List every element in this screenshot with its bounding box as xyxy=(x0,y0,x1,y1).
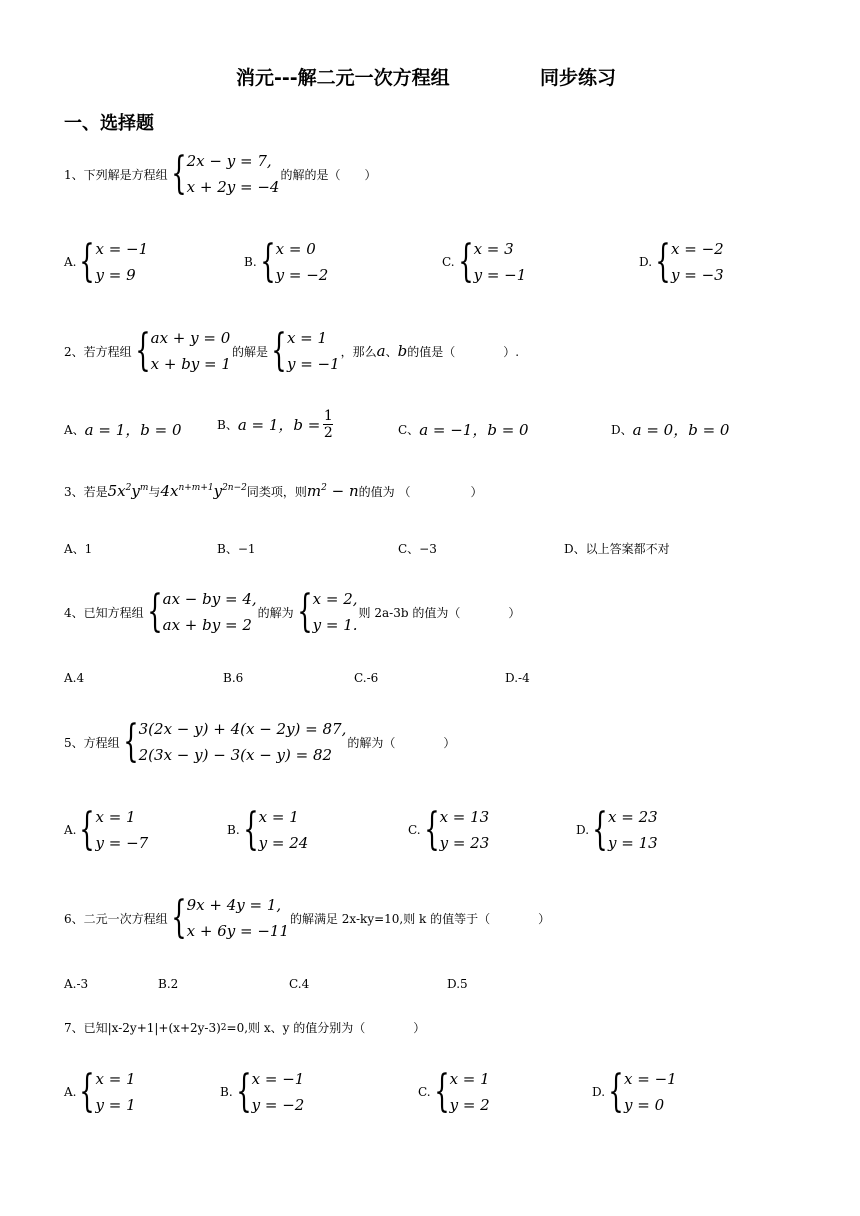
q3-option-a[interactable]: A、1 xyxy=(64,542,93,556)
option-value: a = 1，b = xyxy=(237,416,321,434)
q2-text: ，那么 xyxy=(340,344,377,359)
option-eq2: y = −2 xyxy=(251,1096,305,1114)
q6-option-b[interactable]: B.2 xyxy=(158,977,179,991)
option-eq1: x = 1 xyxy=(449,1070,490,1088)
q2-solution: { x = 1 y = −1 xyxy=(271,325,340,376)
q7-option-b[interactable]: B. { x = −1 y = −2 xyxy=(220,1066,305,1117)
denominator: 2 xyxy=(323,425,333,441)
numerator: 1 xyxy=(323,408,333,424)
q4-option-d[interactable]: D.-4 xyxy=(505,671,530,685)
q3-suffix: 的值为 （ ） xyxy=(358,484,483,499)
q3-prefix: 3、若是 xyxy=(64,484,108,499)
q1-option-c[interactable]: C. { x = 3 y = −1 xyxy=(442,236,527,287)
option-eq2: y = −1 xyxy=(473,266,527,284)
option-eq2: y = 24 xyxy=(258,834,309,852)
q1-option-d[interactable]: D. { x = −2 y = −3 xyxy=(639,236,724,287)
q3-text: 同类项，则 xyxy=(246,484,307,499)
q2-option-b[interactable] xyxy=(217,408,333,441)
q5-option-a[interactable]: A. { x = 1 y = −7 xyxy=(64,804,149,855)
option-label: D. xyxy=(639,255,653,269)
q3-term1: 5x xyxy=(107,482,126,500)
q7-suffix: =0,则 x、y 的值分别为（ ） xyxy=(226,1021,426,1035)
q2-var-b: b xyxy=(397,342,408,360)
q3-term3b: − n xyxy=(326,482,359,500)
fraction xyxy=(323,408,333,441)
question-1 xyxy=(64,148,376,200)
q7-exp: 2 xyxy=(220,1022,227,1033)
option-eq2: y = 0 xyxy=(624,1096,665,1114)
option-label: C. xyxy=(442,255,455,269)
q7-option-c[interactable]: C. { x = 1 y = 2 xyxy=(418,1066,490,1117)
q3-option-b[interactable]: B、−1 xyxy=(217,542,256,556)
q7-prefix: 7、已知|x-2y+1|+(x+2y-3) xyxy=(64,1021,221,1035)
q4-sol1: x = 2, xyxy=(312,590,358,608)
q2-system: { ax + y = 0 x + by = 1 xyxy=(134,325,231,376)
question-3 xyxy=(64,482,482,500)
section-heading: 一、选择题 xyxy=(64,113,154,134)
option-label: A、 xyxy=(64,423,85,437)
option-eq2: y = 9 xyxy=(95,266,136,284)
option-eq2: y = −7 xyxy=(95,834,149,852)
page-title: 消元---解二元一次方程组 xyxy=(236,67,450,89)
q3-exp: n+m+1 xyxy=(178,483,214,493)
option-label: B. xyxy=(220,1085,233,1099)
option-eq1: x = 13 xyxy=(439,808,490,826)
option-eq1: x = −1 xyxy=(624,1070,677,1088)
q4-option-b[interactable]: B.6 xyxy=(223,671,244,685)
question-2 xyxy=(64,325,519,377)
q7-option-d[interactable]: D. { x = −1 y = 0 xyxy=(592,1066,677,1117)
q1-option-b[interactable]: B. { x = 0 y = −2 xyxy=(244,236,329,287)
q2-option-c[interactable] xyxy=(398,419,529,440)
q4-eq2: ax + by = 2 xyxy=(162,616,252,634)
option-label: B、 xyxy=(217,418,238,432)
q2-eq1: ax + y = 0 xyxy=(150,329,231,347)
q7-option-a[interactable]: A. { x = 1 y = 1 xyxy=(64,1066,136,1117)
option-eq2: y = −3 xyxy=(671,266,724,284)
q5-suffix: 的解为（ ） xyxy=(347,735,456,750)
q1-suffix: 的解的是（ ） xyxy=(280,167,377,182)
q3-exp: 2 xyxy=(125,483,132,493)
option-eq1: x = −2 xyxy=(671,240,724,258)
q2-option-d[interactable] xyxy=(611,419,729,440)
q6-eq1: 9x + 4y = 1, xyxy=(186,896,282,914)
question-4 xyxy=(64,586,520,638)
q2-suffix: 的值是（ ）. xyxy=(407,344,520,359)
option-label: D. xyxy=(576,823,590,837)
option-value: a = −1，b = 0 xyxy=(419,421,529,439)
q1-prefix: 1、下列解是方程组 xyxy=(64,167,168,182)
q4-sol2: y = 1. xyxy=(312,616,358,634)
q6-option-a[interactable]: A.-3 xyxy=(64,977,89,991)
q4-option-a[interactable]: A.4 xyxy=(64,671,85,685)
q6-option-c[interactable]: C.4 xyxy=(289,977,310,991)
q4-mid: 的解为 xyxy=(257,605,294,620)
q5-system: { 3(2x − y) + 4(x − 2y) = 87, 2(3x − y) − 3(x − y) = 82 xyxy=(122,716,347,767)
q4-suffix: 则 2a-3b 的值为（ ） xyxy=(358,605,521,620)
q5-prefix: 5、方程组 xyxy=(64,735,120,750)
option-label: C. xyxy=(408,823,421,837)
q3-option-c[interactable]: C、−3 xyxy=(398,542,437,556)
option-label: A. xyxy=(64,255,77,269)
option-eq1: x = 23 xyxy=(608,808,658,826)
option-label: B. xyxy=(227,823,240,837)
q1-eq2: x + 2y = −4 xyxy=(186,178,280,196)
option-eq1: x = 1 xyxy=(95,808,136,826)
q5-eq1: 3(2x − y) + 4(x − 2y) = 87, xyxy=(138,720,347,738)
q1-option-a[interactable]: A. { x = −1 y = 9 xyxy=(64,236,149,287)
option-eq1: x = −1 xyxy=(95,240,149,258)
option-label: C、 xyxy=(398,423,420,437)
q2-var-a: a xyxy=(376,342,386,360)
q3-exp: 2n−2 xyxy=(222,483,247,493)
option-label: D. xyxy=(592,1085,606,1099)
q4-system: { ax − by = 4, ax + by = 2 xyxy=(146,586,257,637)
question-6 xyxy=(64,892,550,944)
q3-exp: 2 xyxy=(321,483,327,493)
option-label: C. xyxy=(418,1085,431,1099)
option-eq2: y = 23 xyxy=(439,834,490,852)
q6-suffix: 的解满足 2x-ky=10,则 k 的值等于（ ） xyxy=(289,911,551,926)
q3-term3: m xyxy=(306,482,322,500)
page-subtitle: 同步练习 xyxy=(540,67,617,89)
option-label: D、 xyxy=(611,423,633,437)
q6-option-d[interactable]: D.5 xyxy=(447,977,468,991)
option-label: B. xyxy=(244,255,257,269)
option-label: A. xyxy=(64,823,77,837)
q2-sol2: y = −1 xyxy=(286,355,340,373)
option-value: a = 1，b = 0 xyxy=(84,421,182,439)
q4-solution: { x = 2, y = 1. xyxy=(296,586,358,637)
q5-eq2: 2(3x − y) − 3(x − y) = 82 xyxy=(138,746,333,764)
q3-mid: 与 xyxy=(148,484,161,499)
option-eq1: x = 1 xyxy=(258,808,299,826)
q2-eq2: x + by = 1 xyxy=(150,355,231,373)
q2-sep: 、 xyxy=(385,344,398,359)
q5-option-d[interactable]: D. { x = 23 y = 13 xyxy=(576,804,658,855)
q1-eq1: 2x − y = 7, xyxy=(186,152,272,170)
question-5 xyxy=(64,716,455,768)
q6-eq2: x + 6y = −11 xyxy=(186,922,289,940)
q6-prefix: 6、二元一次方程组 xyxy=(64,911,168,926)
q3-term2: 4x xyxy=(160,482,179,500)
q5-option-c[interactable]: C. { x = 13 y = 23 xyxy=(408,804,490,855)
q2-option-a[interactable] xyxy=(64,419,182,440)
q6-system: { 9x + 4y = 1, x + 6y = −11 xyxy=(170,892,289,943)
option-label: A. xyxy=(64,1085,77,1099)
option-eq2: y = 1 xyxy=(95,1096,136,1114)
option-eq1: x = −1 xyxy=(251,1070,305,1088)
option-eq1: x = 0 xyxy=(275,240,316,258)
option-eq2: y = −2 xyxy=(275,266,329,284)
option-value: a = 0，b = 0 xyxy=(632,421,730,439)
q1-system: { 2x − y = 7, x + 2y = −4 xyxy=(170,148,280,199)
q4-prefix: 4、已知方程组 xyxy=(64,605,144,620)
q2-sol1: x = 1 xyxy=(286,329,328,347)
option-eq2: y = 13 xyxy=(608,834,658,852)
q5-option-b[interactable]: B. { x = 1 y = 24 xyxy=(227,804,309,855)
q2-prefix: 2、若方程组 xyxy=(64,344,132,359)
option-eq1: x = 3 xyxy=(473,240,514,258)
option-eq1: x = 1 xyxy=(95,1070,136,1088)
q4-eq1: ax − by = 4, xyxy=(162,590,257,608)
option-eq2: y = 2 xyxy=(449,1096,490,1114)
q2-mid: 的解是 xyxy=(231,344,268,359)
question-7 xyxy=(64,1019,425,1036)
q3-option-d[interactable]: D、以上答案都不对 xyxy=(564,542,670,556)
q3-term1b: y xyxy=(131,482,140,500)
q4-option-c[interactable]: C.-6 xyxy=(354,671,379,685)
q3-term2b: y xyxy=(213,482,223,500)
q3-exp: m xyxy=(139,483,149,493)
